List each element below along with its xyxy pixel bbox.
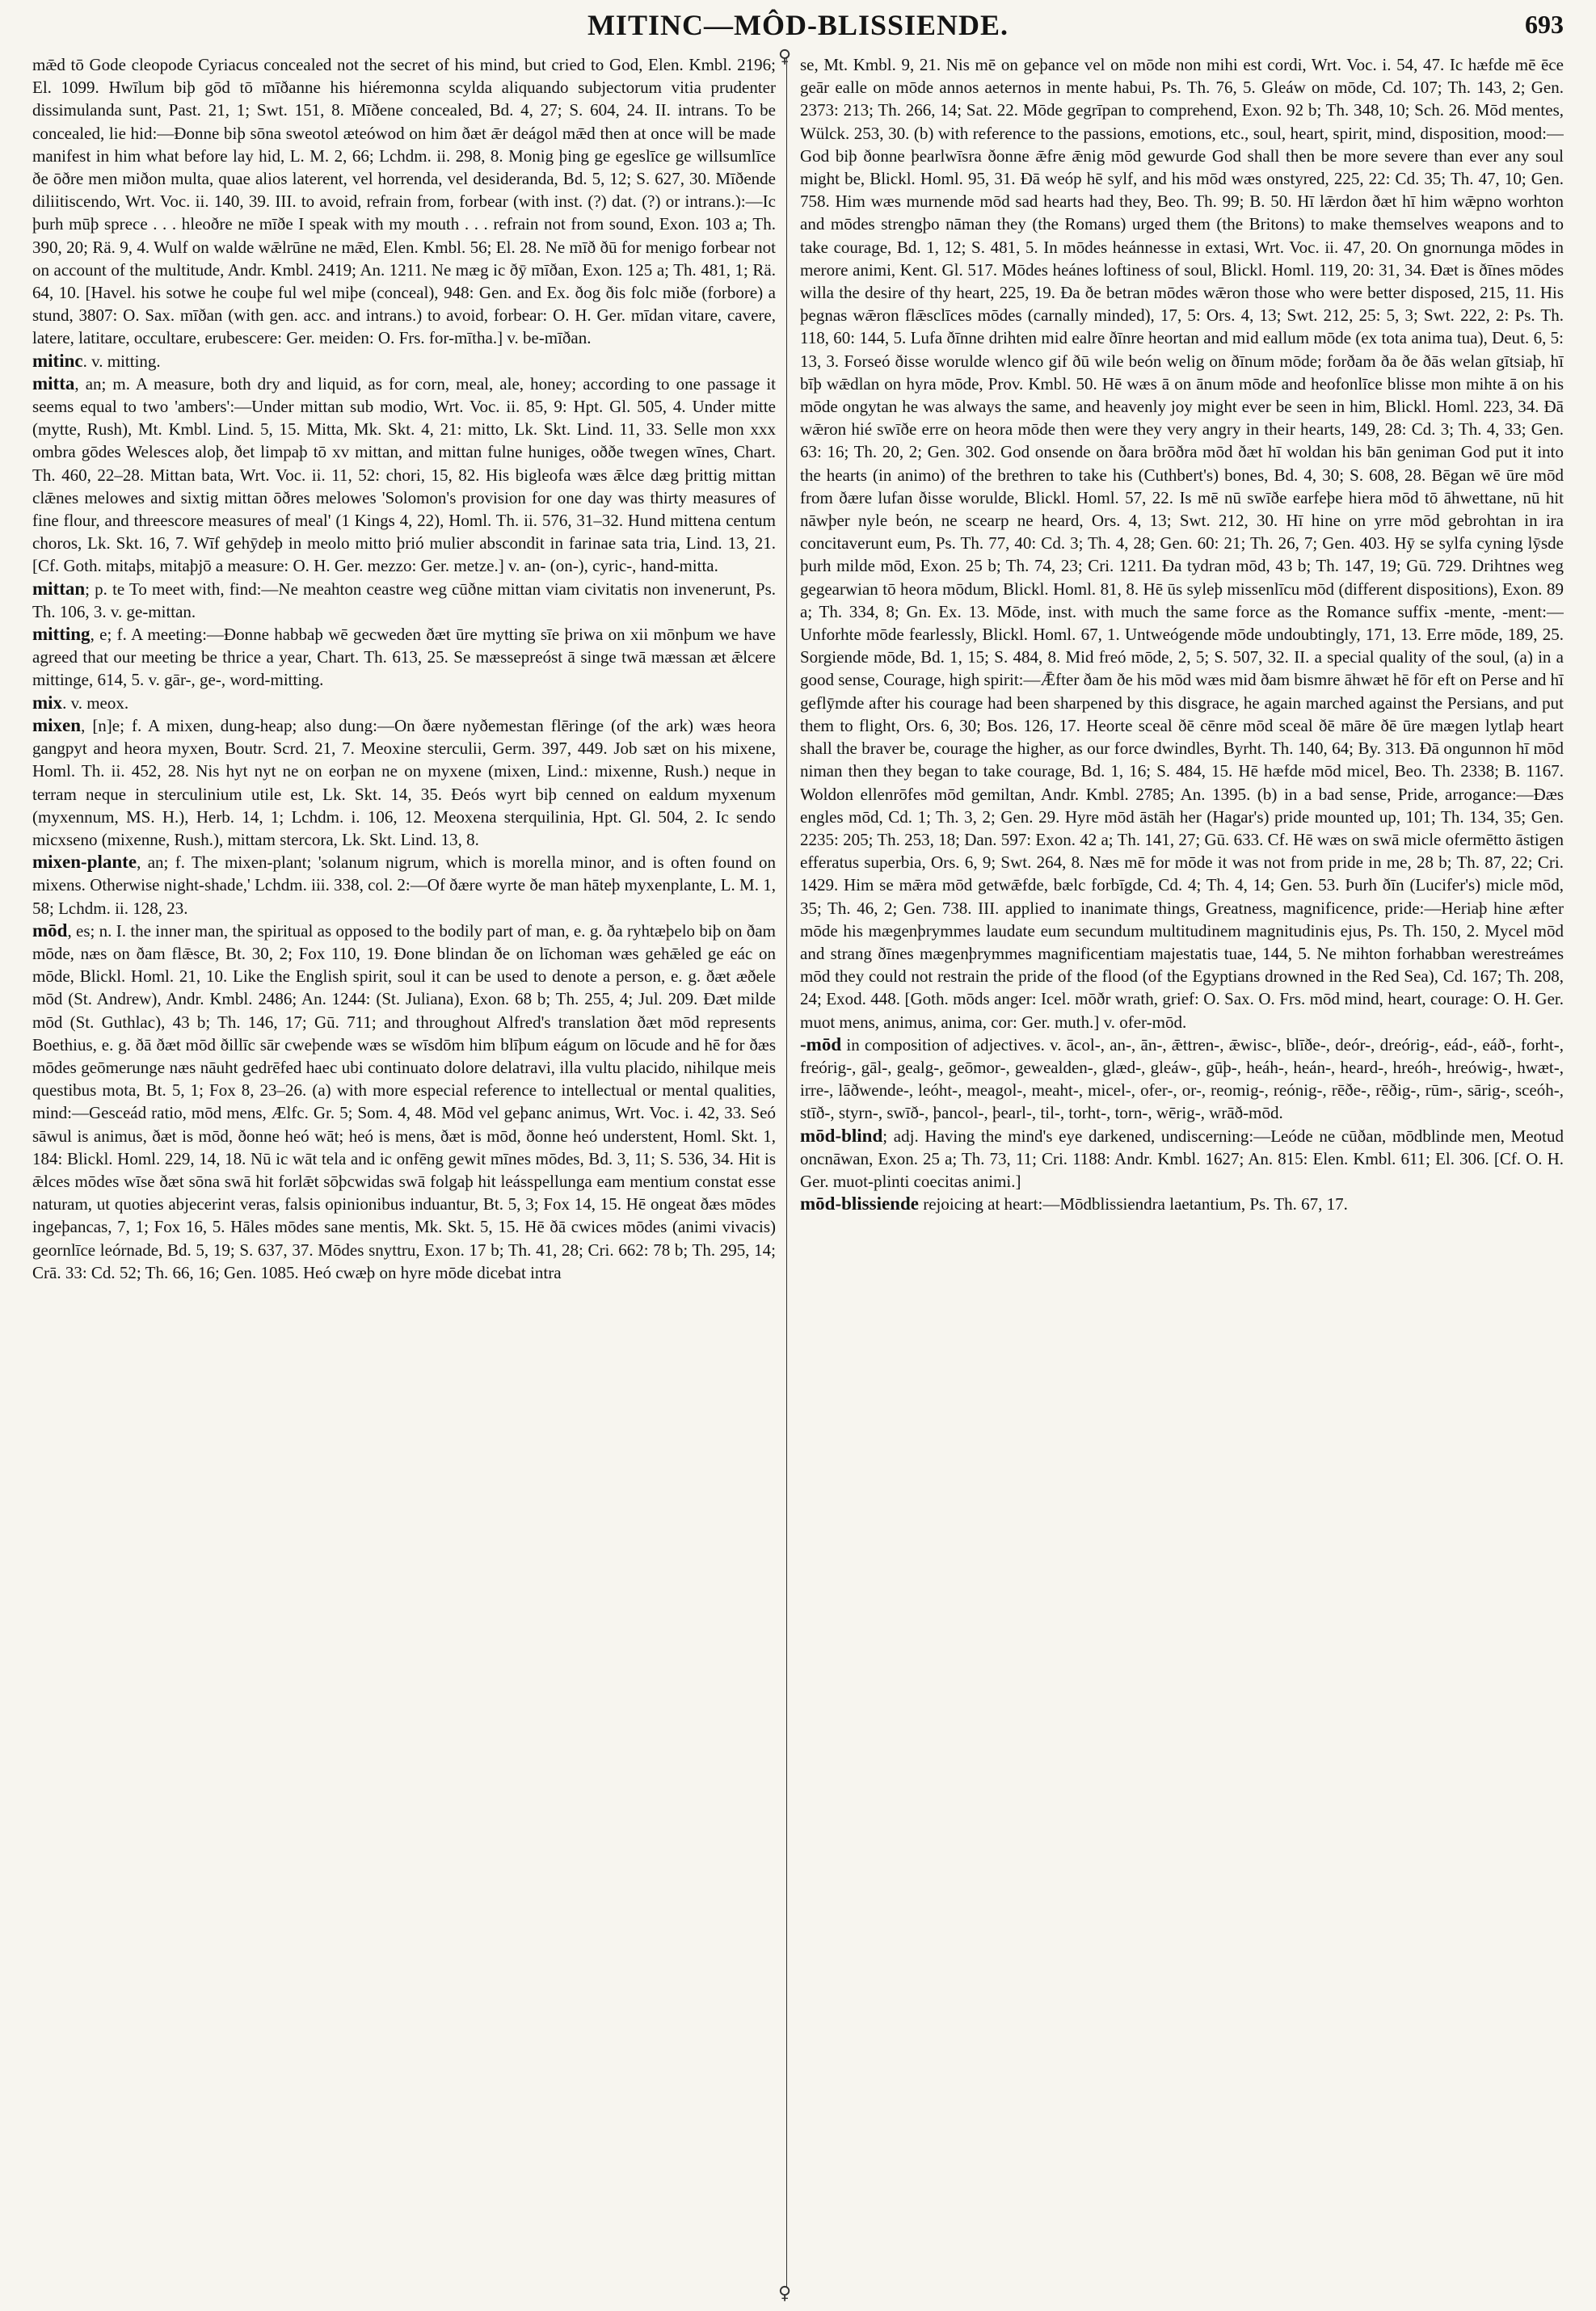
running-head — [0, 8, 1596, 44]
entry-mod: mōd, es; n. I. the inner man, the spiritual as opposed to the bodily part of man, e. g. ða ryhtæþelo biþ on ðam mōde, næs on ðam flǣsce, Bt. 30, 2; Fox 110, 19. Ðone blindan ðe on līchoman wæs gehǣled ge eác on mōde, Blickl. Homl. 21, 10. Like the English spirit, soul it can be used to denote a person, e. g. ðæt æðele mōd (St. Andrew), Andr. Kmbl. 2486; An. 1244: (St. Juliana), Exon. 68 b; Th. 255, 4; Jul. 209. Ðæt milde mōd (St. Guthlac), 43 b; Th. 146, 17; Gū. 711; and throughout Alfred's translation ðæt mōd represents Boethius, e. g. ðā ðæt mōd ðillīc sār cweþende wæs se wīsdōm him blīþum eágum on lōcude and hē for ðæs mōdes geōmerunge næs nāuht gedrēfed haec ubi continuato dolore delatravi, illa vultu placido, nihilque meis questibus mota, Bt. 5, 1; Fox 8, 23–26. (a) with more especial reference to intellectual or mental qualities, mind:—Gesceád ratio, mōd mens, Ælfc. Gr. 5; Som. 4, 48. Mōd vel geþanc animus, Wrt. Voc. i. 42, 33. Seó sāwul is animus, ðæt is mōd, ðonne heó wāt; heó is mens, ðæt is mōd, ðonne heó understent, Homl. Skt. 1, 184: Blickl. Homl. 229, 14, 18. Nū ic wāt tela and ic onfēng gewit mīnes mōdes, Bd. 3, 11; S. 536, 34. Hit is ǣlces mōdes wīse ðæt sōna swā hit forlǣt sōþcwidas swā folgaþ hit leásspellunga eam mentium constat esse naturam, ut quoties abjecerint veras, falsis opinionibus induantur, Bt. 5, 3; Fox 14, 15. Hē ongeat ðæs mōdes ingeþancas, 7, 1; Fox 16, 5. Hāles mōdes sane mentis, Mk. Skt. 5, 15. Hē ðā cwices mōdes (animi vivacis) geornlīce leórnade, Bd. 5, 19; S. 637, 37. Mōdes snyttru, Exon. 17 b; Th. 41, 28; Cri. 662: 78 b; Th. 295, 14; Crā. 33: Cd. 52; Th. 66, 16; Gen. 1085. Heó cwæþ on hyre mōde dicebat intra — [32, 920, 776, 1282]
entry-mixen-plante: mixen-plante, an; f. The mixen-plant; 'solanum nigrum, which is morella minor, and is often found on mixens. Otherwise night-shade,' Lchdm. iii. 338, col. 2:—Of ðære wyrte ðe man hāteþ myxenplante, L. M. 1, 58; Lchdm. ii. 128, 23. — [32, 852, 776, 918]
entry-mitinc: mitinc. v. mitting. — [32, 350, 161, 371]
headword: -mōd — [800, 1033, 842, 1054]
headword: mixen-plante — [32, 852, 137, 873]
divider-ornament-top-icon: ♀ — [778, 47, 792, 67]
headword: mitta — [32, 373, 75, 394]
page-number: 693 — [1525, 10, 1564, 39]
entry-mitta: mitta, an; m. A measure, both dry and liquid, as for corn, meal, ale, honey; according to one passage it seems equal to two 'ambers':—Under mittan sub modio, Wrt. Voc. ii. 85, 9: Hpt. Gl. 505, 4. Under mitte (mytte, Rush), Mt. Kmbl. Lind. 5, 15. Mitta, Mk. Skt. 4, 21: mitto, Lk. Skt. Lind. 11, 33. Selle mon xxx ombra gōdes Welesces aloþ, ðet limpaþ tō xv mittan, and mittan fulne huniges, oððe twegen wīnes, Chart. Th. 460, 22–28. Mittan bata, Wrt. Voc. ii. 11, 52: chori, 15, 82. His bigleofa wæs ǣlce dæg þrittig mittan clǣnes melowes and sixtig mittan ōðres melowes 'Solomon's provision for one day was thirty measures of fine flour, and threescore measures of meal' (1 Kings 4, 22), Homl. Th. ii. 576, 31–32. Hund mittena centum choros, Lk. Skt. 16, 7. Wīf gehȳdeþ in meolo mitto þrió mulier abscondit in farinae sata tria, Lind. 13, 21. [Cf. Goth. mitaþs, mitaþjō a measure: O. H. Ger. mezzo: Ger. metze.] v. an- (on-), cyric-, hand-mitta. — [32, 373, 776, 576]
entry-mitting: mitting, e; f. A meeting:—Ðonne habbaþ wē gecweden ðæt ūre mytting sīe þriwa on xii mōnþum we have agreed that our meeting be thrice a year, Chart. Th. 613, 25. Se mæssepreóst ā singe twā mæssan æt ǣlcere mittinge, 614, 5. v. gār-, ge-, word-mitting. — [32, 624, 776, 690]
entry-mod-blissiende: mōd-blissiende rejoicing at heart:—Mōdblissiendra laetantium, Ps. Th. 67, 17. — [800, 1193, 1348, 1214]
entry-mixen: mixen, [n]e; f. A mixen, dung-heap; also dung:—On ðære nyðemestan flēringe (of the ark) wæs heora gangpyt and heora myxen, Boutr. Scrd. 21, 7. Meoxine sterculii, Germ. 397, 449. Job sæt on his mixene, Homl. Th. ii. 452, 28. Nis hyt nyt ne on eorþan ne on myxene (mixen, Lind.: mixenne, Rush.) neque in terram neque in sterculinium utile est, Lk. Skt. 14, 35. Ðeós wyrt biþ cenned on ealdum myxenum (myxennum, MS. H.), Herb. 14, 1; Lchdm. i. 106, 12. Meoxena sterquilinia, Hpt. Gl. 504, 2. Ic sendo micxseno (mixenne, Rush.), mittam stercora, Lk. Skt. Lind. 13, 8. — [32, 714, 776, 849]
entry-mod-suffix: -mōd in composition of adjectives. v. ācol-, an-, ān-, ǣttren-, ǣwisc-, blīðe-, deór-, dreórig-, eád-, eáð-, forht-, freórig-, gāl-, gealg-, geōmor-, gewealden-, glæd-, gleáw-, gūþ-, heáh-, heán-, heard-, hreóh-, hreówig-, hwæt-, irre-, lāðwende-, leóht-, meagol-, meaht-, micel-, ofer-, or-, reomig-, reónig-, rēðe-, rēðig-, rūm-, sārig-, sceóh-, stīð-, styrn-, swīð-, þancol-, þearl-, til-, torht-, torn-, wērig-, wrāð-mōd. — [800, 1033, 1564, 1123]
headword: mix — [32, 692, 63, 713]
divider-ornament-bottom-icon: ♀ — [778, 2284, 792, 2304]
entry-mod-blind: mōd-blind; adj. Having the mind's eye darkened, undiscerning:—Leóde ne cūðan, mōdblinde men, Meotud oncnāwan, Exon. 25 a; Th. 73, 11; Cri. 1188: Andr. Kmbl. 1627; An. 815: Elen. Kmbl. 611; El. 306. [Cf. O. H. Ger. muot-plinti coecitas animi.] — [800, 1125, 1564, 1191]
entry-mod-continued: se, Mt. Kmbl. 9, 21. Nis mē on geþance vel on mōde non mihi est cordi, Wrt. Voc. i. 54, 47. Ic hæfde mē ēce geār ealle on mōde annos aeternos in mente habui, Ps. Th. 76, 5. Gleáw on mōde, Cd. 107; Th. 143, 2; Gen. 2373: 213; Th. 266, 14; Sat. 22. Mōde gegrīpan to comprehend, Exon. 92 b; Th. 348, 10; Sch. 26. Mōd mentes, Wülck. 253, 30. (b) with reference to the passions, emotions, etc., soul, heart, spirit, mind, disposition, mood:—God biþ ðonne þearlwīsra ðonne ǣfre ǣnig mōd gewurde God shall then be more severe than ever any soul might be, Blickl. Homl. 95, 31. Ðā weóp hē sylf, and his mōd wæs onstyred, 225, 22: Cd. 35; Th. 47, 10; Gen. 758. Him wæs murnende mōd sad hearts had they, Beo. Th. 99; B. 50. Hī lǣrdon ðæt hī him wǣpno worhton and mōdes strengþo nāman they (the Romans) urged them (the Britons) to make themselves weapons and to take courage, Bd. 1, 12; S. 481, 5. In mōdes heánnesse in extasi, Wrt. Voc. ii. 47, 20. On gnornunga mōdes in merore animi, Kent. Gl. 517. Mōdes heánes loftiness of soul, Blickl. Homl. 119, 20: 31, 34. Ðæt is ðīnes mōdes willa the desire of thy heart, 225, 19. Ða ðe betran mōdes wǣron those who were better disposed, 215, 11. His þegnas wǣron flǣsclīces mōdes (carnally minded), 17, 5: Ors. 4, 13; Swt. 212, 25: 5, 3; Swt. 222, 2: Ps. Th. 118, 60: 144, 5. Lufa ðīnne drihten mid ealre ðīnre heortan and mid eallum mōde (ex tota anima tua), Deut. 6, 5: 13, 3. Forseó ðisse worulde wlenco gif ðū wile beón welig on ðīnum mōde; forðam ða ðe ðās welan gītsiaþ, hī bīþ wǣdlan on hyra mōde, Prov. Kmbl. 50. Hē wæs ā on ānum mōde and heofonlīce blisse mon mihte ā on his mōde ongytan he was always the same, and heavenly joy might ever be seen in him, Blickl. Homl. 223, 34. Ðā wǣron hié swīðe erre on heora mōde then were they very angry in their hearts, 149, 28: Cd. 3; Th. 4, 33; Gen. 63: 16; Th. 20, 2; Gen. 302. God onsende on ðara brōðra mōd ðæt hī woldan his bān geniman God put it into the hearts (in animo) of the brethren to take his (Cuthbert's) bones, Bd. 4, 30; S. 608, 28. Bēgan wē ūre mōd from ðære lufan ðisse woruldе, Blickl. Homl. 57, 22. Is mē nū swīðe earfeþe hiera mōd tō āhwettane, nū hit nāwþer nyle beón, ne scearp ne heard, Ors. 4, 13; Swt. 212, 30. Hī hine on yrre mōd gebrohtan in ira concitaverunt eum, Ps. Th. 77, 40: Cd. 3; Th. 4, 28; Gen. 60: 21; Th. 26, 7; Gen. 403. Hȳ se sylfa cyning lȳsde þurh milde mōd, Exon. 25 b; Th. 74, 23; Cri. 1211. Ða tydran mōd, 43 b; Th. 147, 19; Gū. 729. Drihtnes weg gegearwian tō heora mōdum, Blickl. Homl. 81, 8. Hē ūs syleþ missenlīcu mōd (different dispositions), Exon. 89 a; Th. 334, 8; Gn. Ex. 13. Mōde, inst. with much the same force as the Romance suffix -mente, -ment:—Unforhte mōde fearlessly, Blickl. Homl. 67, 1. Untweógende mōde undoubtingly, 171, 13. Erre mōde, 189, 25. Sorgiende mōde, Bd. 1, 15; S. 484, 8. Mid freó mōde, 2, 5; S. 507, 32. II. a special quality of the soul, (a) in a good sense, Courage, high spirit:—Ǣfter ðam ðe his mōd wæs mid ðam bismre āhwæt hē fōr eft on Perse and hī geflȳmde after his courage had been sharpened by this disgrace, he again marched against the Persians, and put them to flight, Ors. 6, 30; Bos. 126, 17. Heorte sceal ðē cēnre mōd sceal ðē māre ðē ūre mægen lytlaþ heart shall the braver be, courage the higher, as our force dwindles, Byrht. Th. 140, 64; By. 313. Ðā ongunnon hī mōd niman then they began to take courage, Bd. 1, 16; S. 484, 15. Hē hæfde mōd micel, Beo. Th. 2338; B. 1167. Woldon ellenrōfes mōd gemiltan, Andr. Kmbl. 2785; An. 1395. (b) in a bad sense, Pride, arrogance:—Ðæs engles mōd, Cd. 1; Th. 3, 2; Gen. 29. Hyre mōd āstāh her (Hagar's) pride mounted up, 101; Th. 134, 35; Gen. 2235: 205; Th. 253, 18; Dan. 597: Exon. 42 a; Th. 141, 27; Gū. 633. Cf. Hē wæs on swā micle ofermētto āstigen efferatus superbia, Ors. 6, 9; Swt. 264, 8. Næs mē for mōde it was not from pride in me, 28 b; Th. 87, 22; Cri. 1429. Him se mǣra mōd getwǣfde, bælc forbīgde, Cd. 4; Th. 4, 14; Gen. 53. Þurh ðīn (Lucifer's) micle mōd, 35; Th. 46, 2; Gen. 738. III. applied to inanimate things, Greatness, magnificence, pride:—Heriaþ hine æfter mōde his mægenþrymmes laudate eum secundum multitudinem magnitudinis ejus, Ps. Th. 150, 2. Mycel mōd and strang ðīnes mægenþrymmes magnificentiam majestatis tuae, 144, 5. Ne mihton forhabban werestreámes mōd they could not restrain the pride of the flood (of the Egyptians drowned in the Red Sea), Cd. 167; Th. 208, 24; Exod. 448. [Goth. mōds anger: Icel. mōðr wrath, grief: O. Sax. O. Frs. mōd mind, heart, courage: O. H. Ger. muot mens, animus, anima, cor: Ger. muth.] v. ofer-mōd. — [800, 55, 1564, 1032]
headword: mōd-blissiende — [800, 1193, 919, 1214]
page-title: MITINC—MÔD-BLISSIENDE. — [587, 9, 1009, 41]
left-column — [32, 53, 776, 2292]
column-divider — [786, 57, 787, 2287]
entry-mittan: mittan; p. te To meet with, find:—Ne meahton ceastre weg cūðne mittan viam civitatis non invenerunt, Ps. Th. 106, 3. v. ge-mittan. — [32, 578, 776, 621]
right-column — [800, 53, 1564, 2292]
headword: mōd — [32, 920, 68, 941]
headword: mōd-blind — [800, 1125, 883, 1146]
headword: mittan — [32, 578, 86, 599]
headword: mixen — [32, 714, 82, 735]
entry-continuation-miðan: mǣd tō Gode cleopode Cyriacus concealed not the secret of his mind, but cried to God, Elen. Kmbl. 2196; El. 1099. Hwīlum biþ gōd tō mīðanne his hiéremonna scylda aliquando subjectorum vitia prudenter dissimulanda sunt, Past. 21, 1; Swt. 151, 8. Mīðene concealed, Bd. 4, 27; S. 604, 24. II. intrans. To be concealed, lie hid:—Ðonne biþ sōna sweotol æteówod on him ðæt ǣr deágol mǣd then at once will be made manifest in him what before lay hid, L. M. 2, 66; Lchdm. ii. 298, 8. Monig þing ge egeslīce ge willsumlīce ðe ōðre men miðon multa, quae alios laterent, vel horrenda, vel desideranda, Bd. 5, 12; S. 627, 30. Mīðende diliitiscendo, Wrt. Voc. ii. 140, 39. III. to avoid, refrain from, forbear (with inst. (?) dat. (?) or intrans.):—Ic þurh mūþ sprece . . . hleoðre ne mīðe I speak with my mouth . . . refrain not from sound, Exon. 103 a; Th. 390, 20; Rä. 9, 4. Wulf on walde wǣlrūne ne mǣd, Elen. Kmbl. 56; El. 28. Ne mīð ðū for menigo forbear not on account of the multitude, Andr. Kmbl. 2419; An. 1211. Ne mæg ic ðȳ mīðan, Exon. 125 a; Th. 481, 1; Rä. 64, 10. [Havel. his sotwe he couþe ful wel miþe (conceal), 948: Gen. and Ex. ðog ðis folc miðe (forbore) a stund, 3807: O. Sax. mīðan (with gen. acc. and intrans.) to avoid, forbear: O. H. Ger. mīdan vitare, cavere, latere, latitare, occultare, erubescere: Ger. meiden: O. Frs. for-mītha.] v. be-mīðan. — [32, 55, 776, 348]
headword: mitinc — [32, 350, 83, 371]
headword: mitting — [32, 624, 91, 645]
entry-mix: mix. v. meox. — [32, 692, 129, 713]
